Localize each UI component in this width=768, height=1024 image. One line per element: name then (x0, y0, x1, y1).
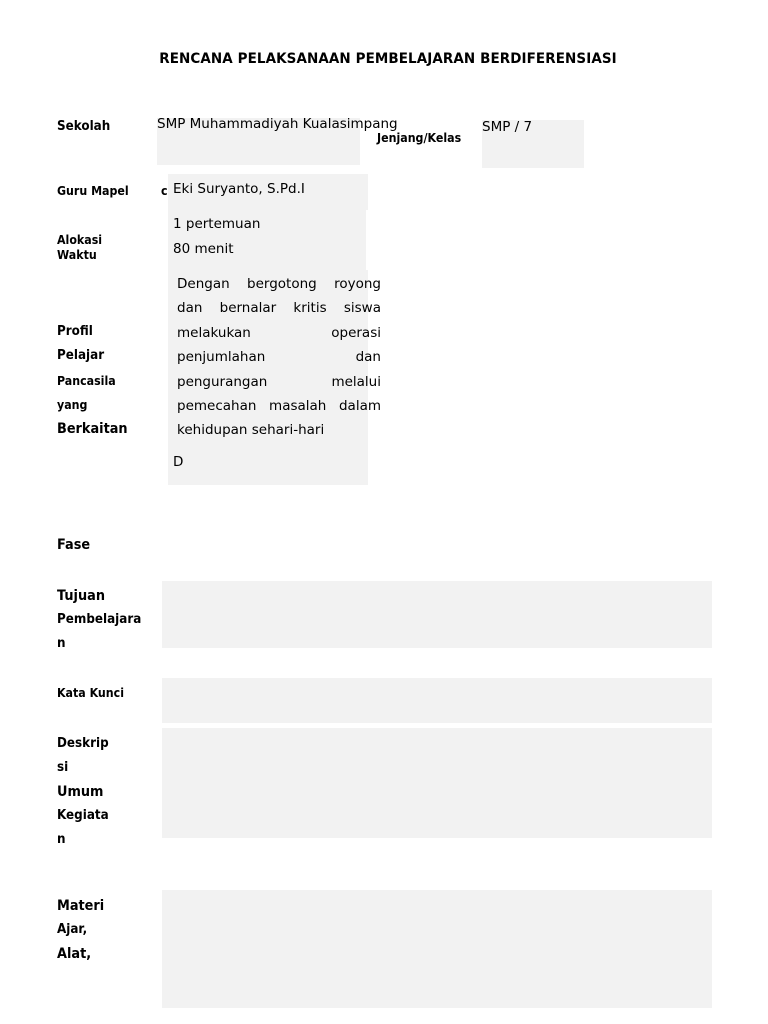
label-tujuan-pembelajaran: Tujuan Pembelajara n (57, 588, 142, 651)
label-fase: Fase (57, 537, 91, 553)
label-profil-pelajar-pancasila: Profil Pelajar Pancasila yang Berkaitan (57, 324, 128, 438)
deskripsi-umum-kegiatan-field (162, 728, 712, 838)
alokasi-waktu-value: 1 pertemuan 80 menit (173, 216, 261, 257)
label-jenjang-kelas: Jenjang/Kelas (377, 131, 462, 145)
guru-mapel-value: Eki Suryanto, S.Pd.I (173, 181, 305, 197)
label-deskripsi-umum-kegiatan: Deskrip si Umum Kegiata n (57, 736, 109, 847)
label-kata-kunci: Kata Kunci (57, 686, 124, 700)
label-alokasi-waktu: Alokasi Waktu (57, 233, 103, 262)
tujuan-pembelajaran-field (162, 581, 712, 648)
label-guru-mapel: Guru Mapel (57, 184, 129, 198)
label-sekolah: Sekolah (57, 119, 111, 134)
label-guru-mapel-stub: c (161, 184, 168, 198)
sekolah-value: SMP Muhammadiyah Kualasimpang (157, 116, 398, 132)
kata-kunci-field (162, 678, 712, 723)
materi-ajar-alat-field (162, 890, 712, 1008)
label-materi-ajar-alat: Materi Ajar, Alat, (57, 898, 105, 962)
fase-value: D (173, 454, 184, 470)
jenjang-kelas-value: SMP / 7 (482, 119, 533, 135)
profil-pelajar-value: Dengan bergotong royong dan bernalar kritis siswa melakukan operasi penjumlahan dan pengurangan melalui pemecahan masalah dalam kehidupan sehari-hari (177, 276, 381, 439)
document-title: RENCANA PELAKSANAAN PEMBELAJARAN BERDIFERENSIASI (159, 51, 617, 67)
